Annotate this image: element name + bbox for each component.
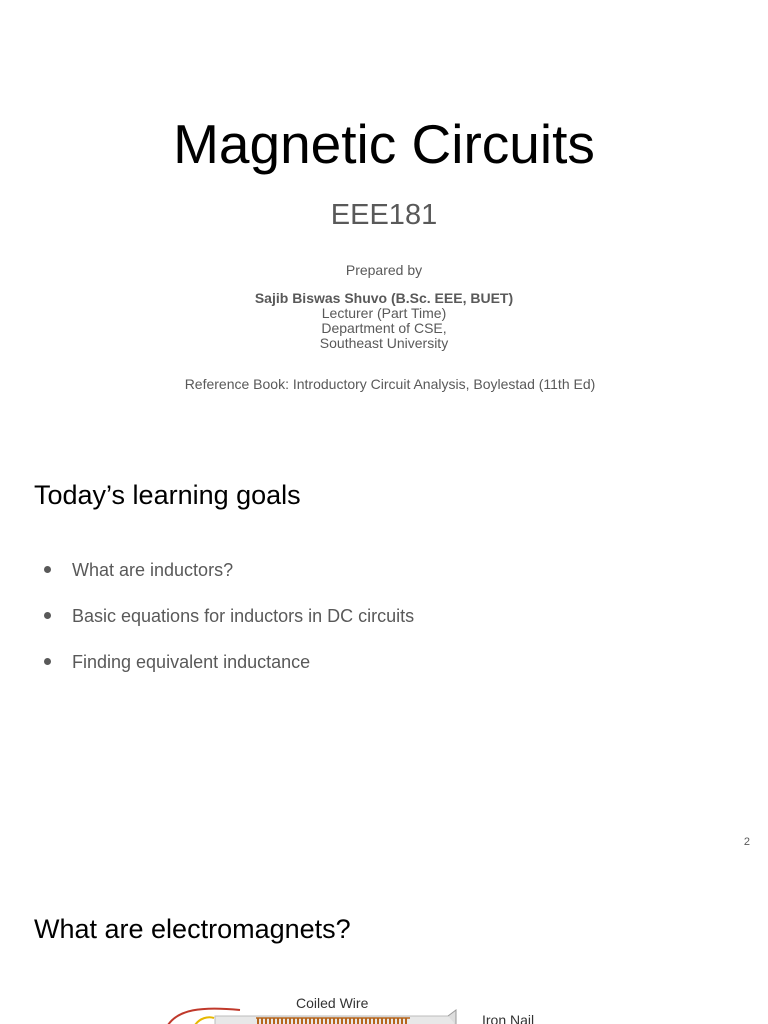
electromagnet-diagram [0,992,768,1024]
slide-heading: Today’s learning goals [34,480,301,510]
reference-book: Reference Book: Introductory Circuit Analysis, Boylestad (11th Ed) [184,376,596,392]
page-number: 2 [743,836,750,848]
course-code: EEE181 [330,199,438,231]
bullet-icon [44,612,51,619]
title-slide [0,0,768,422]
slide-heading: What are electromagnets? [34,914,351,944]
list-item [34,652,414,698]
author-department: Department of CSE, [321,320,447,336]
electromagnets-slide [0,858,768,1024]
bullet-icon [44,566,51,573]
slide-title: Magnetic Circuits [173,113,595,175]
list-item [34,606,414,652]
learning-goals-slide [0,422,768,858]
iron-nail-label: Iron Nail [482,1012,535,1024]
author-block [0,291,768,351]
author-role: Lecturer (Part Time) [321,305,447,321]
battery-edge [195,1017,214,1024]
goal-text: Finding equivalent inductance [72,652,311,672]
list-item [34,560,414,606]
author-university: Southeast University [319,335,449,351]
prepared-by-label: Prepared by [345,262,423,278]
author-name: Sajib Biswas Shuvo (B.Sc. EEE, BUET) [254,290,514,306]
goal-text: What are inductors? [72,560,234,580]
bullet-icon [44,658,51,665]
goals-list [34,560,414,698]
goal-text: Basic equations for inductors in DC circuits [72,606,415,626]
coiled-wire-label: Coiled Wire [296,995,369,1011]
